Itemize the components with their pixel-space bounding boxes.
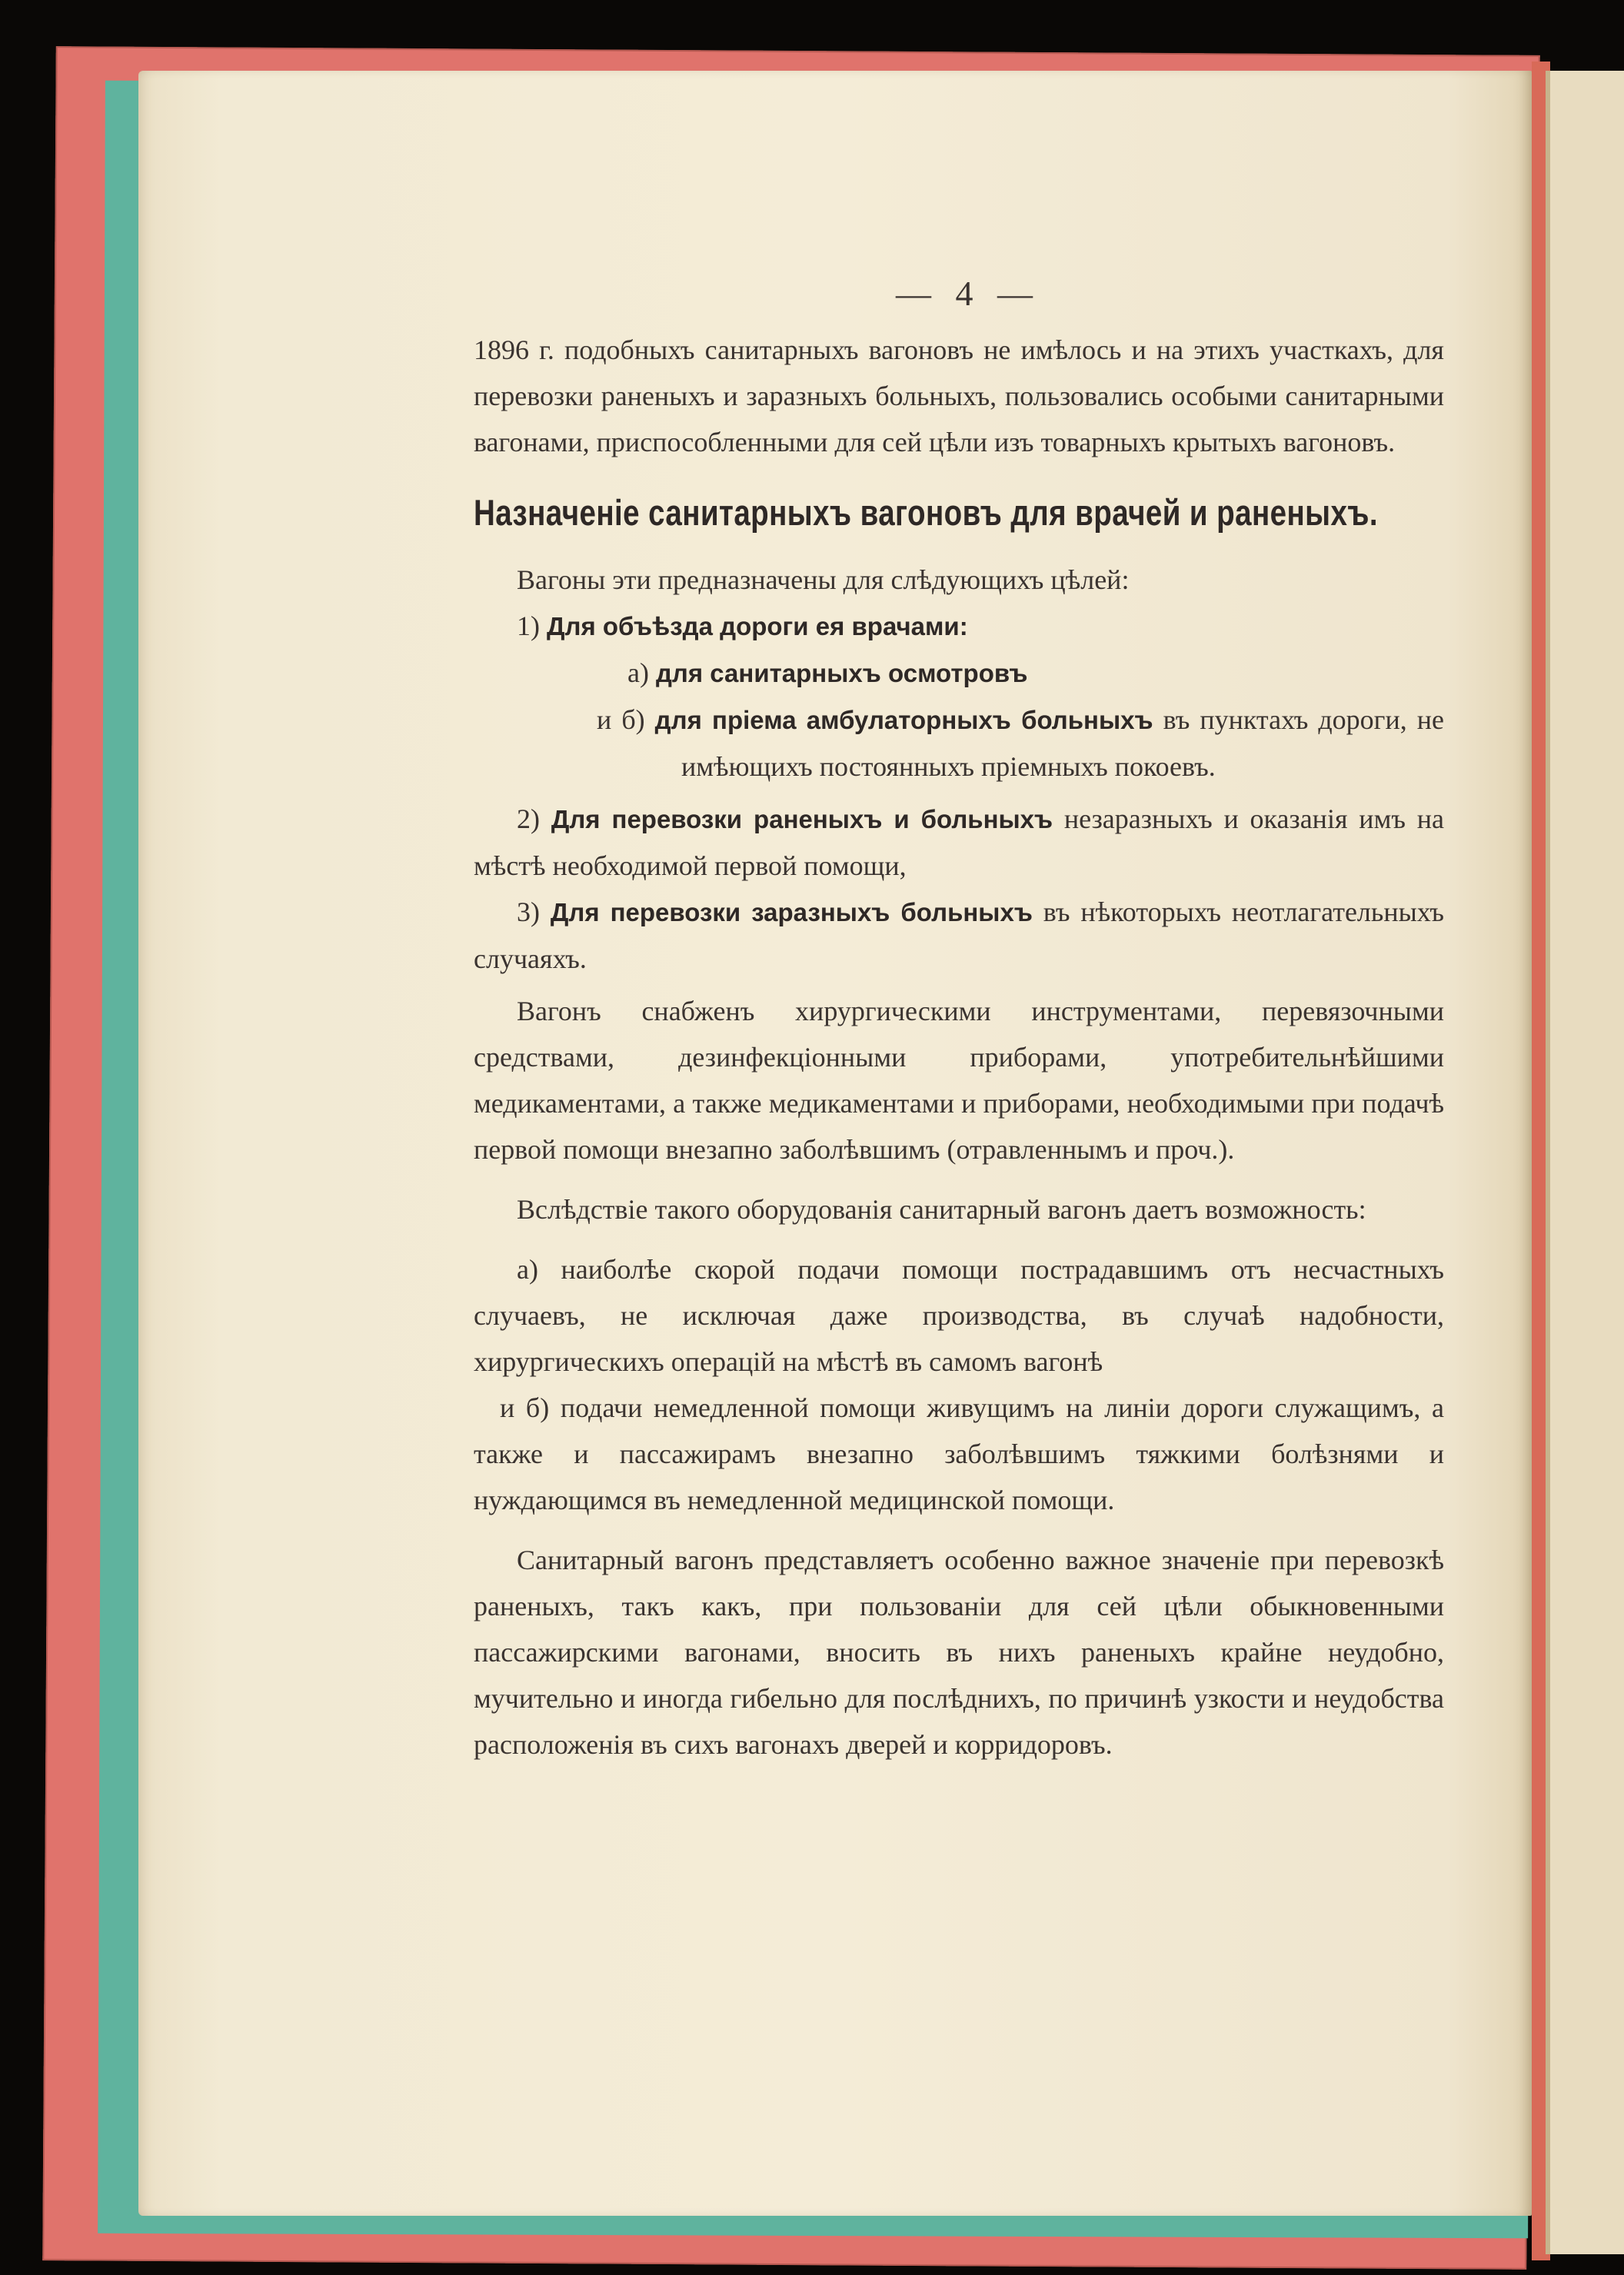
item-text-bold: для пріема амбулаторныхъ больныхъ [654, 706, 1153, 734]
item-text-bold: Для перевозки раненыхъ и больныхъ [551, 805, 1053, 833]
purpose-item-1b [474, 697, 1444, 790]
purpose-item-1a [474, 650, 1444, 697]
page-number: — 4 — [896, 274, 1040, 313]
item-text: Для объѣзда дороги ея врачами: [547, 612, 968, 640]
consequence-paragraph: Вслѣдствіе такого оборудованія санитарный вагонъ даетъ возможность: [517, 1194, 1366, 1225]
purpose-item-1 [474, 603, 1444, 650]
item-marker: 1) [517, 610, 540, 641]
equipment-paragraph: Вагонъ снабженъ хирургическими инструментами, перевязочными средствами, дезинфекціонными приборами, употребительнѣйшими медикаментами, а также медикаментами и приборами, необходимыми при подачѣ первой помощи внезапно заболѣвшимъ (отравленнымъ и проч.). [474, 996, 1444, 1165]
page-content [474, 273, 1444, 1768]
purpose-item-3 [474, 889, 1444, 982]
item-text: незаразныхъ и оказанія имъ на мѣстѣ необходимой первой помощи, [474, 803, 1445, 881]
closing-paragraph: Санитарный вагонъ представляетъ особенно важное значеніе при перевозкѣ раненыхъ, такъ какъ, при пользованіи для сей цѣли обыкновенными пассажирскими вагонами, вносить въ нихъ раненыхъ крайне неудобно, мучительно и иногда гибельно для послѣднихъ, по причинѣ узкости и неудобства расположенія въ сихъ вагонахъ дверей и корридоровъ. [474, 1545, 1444, 1760]
item-marker: а) [627, 657, 649, 688]
item-marker: 3) [517, 896, 540, 927]
item-text: для санитарныхъ осмотровъ [655, 659, 1028, 687]
purpose-item-2 [474, 796, 1444, 889]
item-marker: 2) [517, 803, 540, 834]
item-text-bold: Для перевозки заразныхъ больныхъ [550, 898, 1033, 926]
option-b-paragraph: и б) подачи немедленной помощи живущимъ на линіи дороги служащимъ, а также и пассажирамъ внезапно заболѣвшимъ тяжкими болѣзнями и нуждающимся въ немедленной медицинской помощи. [474, 1392, 1444, 1515]
item-text: въ пунктахъ дороги, не имѣющихъ постоянныхъ пріемныхъ покоевъ. [681, 704, 1444, 782]
item-marker: и б) [597, 704, 645, 735]
facing-page-edge [1546, 71, 1624, 2254]
option-a-paragraph: а) наиболѣе скорой подачи помощи пострадавшимъ отъ несчастныхъ случаевъ, не исключая даже производства, въ случаѣ надобности, хирургическихъ операцій на мѣстѣ въ самомъ вагонѣ [474, 1254, 1444, 1377]
section-heading: Назначеніе санитарныхъ вагоновъ для врачей и раненыхъ. [474, 492, 1378, 533]
item-text: въ нѣкоторыхъ неотлагательныхъ случаяхъ. [474, 896, 1445, 974]
intro-paragraph: 1896 г. подобныхъ санитарныхъ вагоновъ не имѣлось и на этихъ участкахъ, для перевозки раненыхъ и заразныхъ больныхъ, пользовались особыми санитарными вагонами, приспособленными для сей цѣли изъ товарныхъ крытыхъ вагоновъ. [474, 334, 1444, 457]
purposes-intro: Вагоны эти предназначены для слѣдующихъ цѣлей: [517, 564, 1130, 595]
